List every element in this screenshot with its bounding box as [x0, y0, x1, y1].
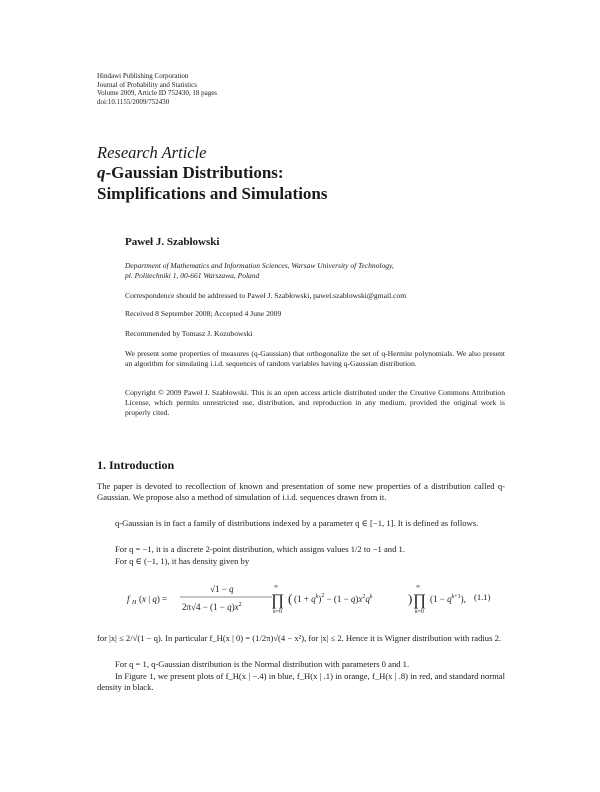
paragraph-7: In Figure 1, we present plots of f_H(x | −.4) in blue, f_H(x | .1) in orange, f_H(x | .8) in red, and standard normal density in black. — [97, 671, 505, 693]
recommended-by: Recommended by Tomasz J. Kozubowski — [125, 329, 253, 338]
correspondence: Correspondence should be addressed to Paweł J. Szabłowski, pawel.szablowski@gmail.com — [125, 291, 407, 300]
svg-text:k=0: k=0 — [415, 609, 425, 615]
svg-text:(: ( — [288, 591, 293, 606]
title-line1: -Gaussian Distributions: — [105, 163, 284, 182]
svg-text:∞: ∞ — [274, 584, 279, 590]
paragraph-1: The paper is devoted to recollection of known and presentation of some new properties of a distribution called q-Gaussian. We propose also a method of simulation of i.i.d. sequences drawn from it. — [97, 481, 505, 503]
affiliation-line2: pl. Politechniki 1, 00-661 Warszawa, Poland — [125, 271, 260, 280]
affiliation-line1: Department of Mathematics and Information Sciences, Warsaw University of Technology, — [125, 261, 394, 270]
density-equation — [122, 580, 510, 620]
svg-text:∞: ∞ — [416, 584, 421, 590]
svg-text:2π√4 − (1 − q)x2: $2\pi√4 - (1 - q)x^2$ — [182, 602, 242, 612]
affiliation — [125, 261, 505, 281]
publisher-line: Hindawi Publishing Corporation — [97, 72, 189, 80]
svg-text:k=0: k=0 — [273, 609, 283, 615]
paragraph-4: For q ∈ (−1, 1), it has density given by — [115, 556, 250, 566]
journal-name: Journal of Probability and Statistics — [97, 80, 197, 89]
title-q: q — [97, 163, 106, 182]
abstract: We present some properties of measures (q-Gaussian) that orthogonalize the set of q-Hermite polynomials. We also present an algorithm for simulating i.i.d. sequences of random variables having q-Gaussian distribution. — [125, 349, 505, 369]
paragraph-6: For q = 1, q-Gaussian distribution is the Normal distribution with parameters 0 and 1. — [115, 659, 410, 669]
journal-header — [97, 72, 217, 106]
volume-line: Volume 2009, Article ID 752430, 18 pages — [97, 89, 218, 98]
article-type: Research Article — [97, 143, 207, 162]
section-heading: 1. Introduction — [97, 458, 175, 472]
paragraph-2: q-Gaussian is in fact a family of distributions indexed by a parameter q ∈ [−1, 1]. It is defined as follows. — [115, 518, 479, 528]
svg-text:(x | q) =: (x | q) = — [139, 594, 168, 604]
svg-text:): ) — [408, 591, 413, 606]
paragraph-5: for |x| ≤ 2/√(1 − q). In particular f_H(x | 0) = (1/2π)√(4 − x²), for |x| ≤ 2. Hence it is Wigner distribution with radius 2. — [97, 633, 502, 643]
svg-text:∏: ∏ — [271, 592, 285, 609]
author-name: Paweł J. Szabłowski — [125, 236, 220, 248]
svg-text:(1 − qk+1),: $(1 - q^{k+1})$, — [430, 594, 466, 604]
svg-text:√1 − q: √1 − q — [210, 584, 234, 594]
dates: Received 8 September 2008; Accepted 4 June 2009 — [125, 309, 282, 318]
title-line2: Simplifications and Simulations — [97, 184, 328, 203]
copyright: Copyright © 2009 Paweł J. Szabłowski. This is an open access article distributed under the Creative Commons Attribution License, which permits unrestricted use, distribution, and reproduction in any medium, provided the original work is properly cited. — [125, 388, 505, 418]
paragraph-3: For q = −1, it is a discrete 2-point distribution, which assigns values 1/2 to −1 and 1. — [115, 544, 405, 554]
doi-line: doi:10.1155/2009/752430 — [97, 97, 170, 106]
equation-number: (1.1) — [474, 592, 491, 602]
paper-title — [97, 162, 328, 204]
svg-text:H: H — [132, 600, 137, 606]
svg-text:∏: ∏ — [413, 592, 427, 609]
svg-text:(1 + qk)2 − (1 − q)x2qk: $(1 + q^k)^2 - (1 - q)x^2q^k$ — [294, 593, 373, 604]
svg-text:f: f — [127, 594, 130, 604]
